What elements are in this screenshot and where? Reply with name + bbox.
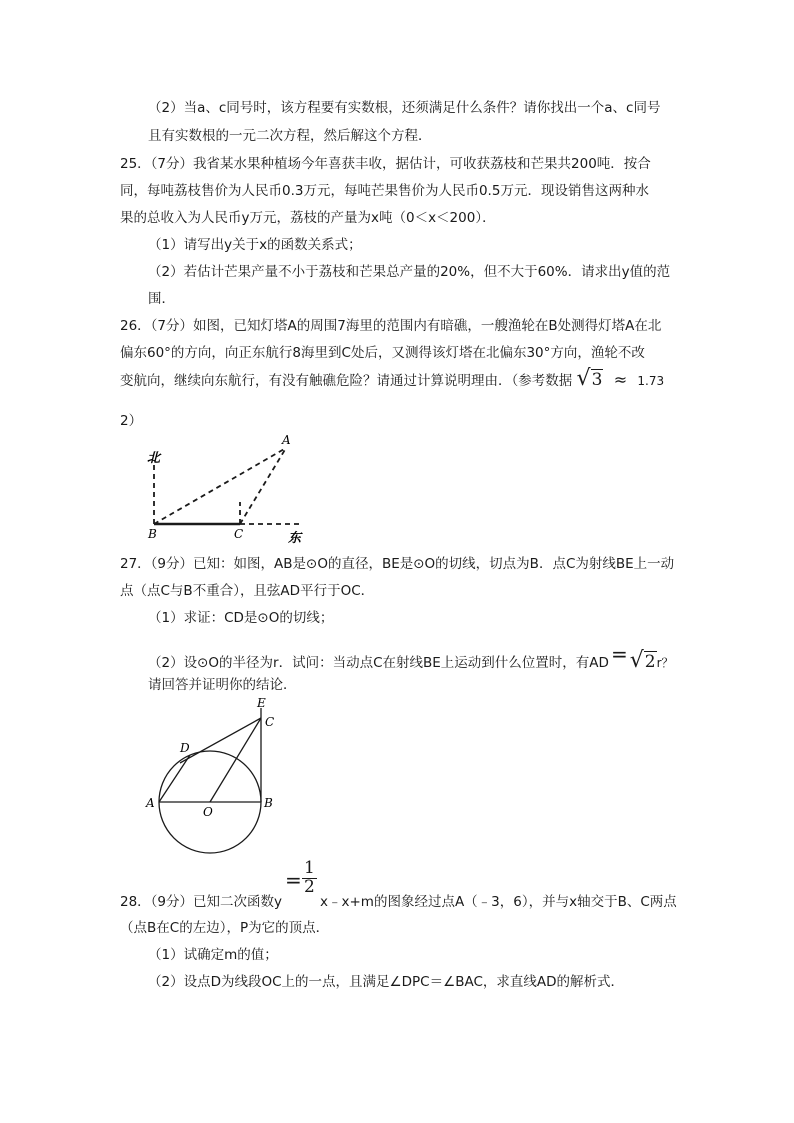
label-A: A <box>146 796 155 810</box>
label-C: C <box>234 527 244 541</box>
segment-OC <box>210 718 261 802</box>
label-north: 北 <box>147 451 161 466</box>
fraction-numerator: 1 <box>304 858 315 878</box>
label-O: O <box>203 805 213 819</box>
q28-line1-text-a: 28．（9分）已知二次函数y <box>120 894 283 910</box>
q27-line1: 27．（9分）已知：如图，AB是⊙O的直径，BE是⊙O的切线，切点为B．点C为射线BE上一动 <box>120 556 675 572</box>
q28-part2: （2）设点D为线段OC上的一点，且满足∠DPC＝∠BAC，求直线AD的解析式． <box>148 974 625 990</box>
sight-line-CA <box>240 448 286 524</box>
q28-part1: （1）试确定m的值； <box>148 947 278 963</box>
q24-part2-line2: 且有实数根的一元二次方程，然后解这个方程． <box>148 128 432 144</box>
q26-line1: 26．（7分）如图，已知灯塔A的周围7海里的范围内有暗礁，一艘渔轮在B处测得灯塔A在北 <box>120 318 662 334</box>
fraction-one-half <box>302 860 317 897</box>
label-B: B <box>148 527 157 541</box>
q26-figure <box>136 430 316 545</box>
q27-part2-line2: 请回答并证明你的结论． <box>148 677 297 693</box>
q25-line1: 25．（7分）我省某水果种植场今年喜获丰收，据估计，可收获荔枝和芒果共200吨．按合 <box>120 156 651 172</box>
q27-part2-end: r？ <box>656 656 674 670</box>
q25-part2-line2: 围． <box>148 291 175 307</box>
label-B: B <box>264 796 273 810</box>
chord-AD <box>159 755 190 802</box>
q25-line2: 同，每吨荔枝售价为人民币0.3万元，每吨芒果售价为人民币0.5万元．现设销售这两种水 <box>120 183 649 199</box>
approx-sign: ≈ <box>613 370 628 389</box>
q26-line2: 偏东60°的方向，向正东航行8海里到C处后，又测得该灯塔在北偏东30°方向，渔轮不改 <box>120 345 645 361</box>
q24-part2-line1: （2）当a、c同号时，该方程要有实数根，还须满足什么条件？请你找出一个a、c同号 <box>148 100 661 116</box>
sqrt3-radicand: 3 <box>591 370 603 390</box>
q26-approx-value-b: 2） <box>120 413 143 429</box>
sqrt3-expression <box>576 366 604 391</box>
equals-sign: = <box>610 642 628 666</box>
radical-sign: √ <box>576 366 591 391</box>
q26-line3 <box>120 366 664 391</box>
q25-part1: （1）请写出y关于x的函数关系式； <box>148 237 362 253</box>
radical-sign: √ <box>629 648 644 673</box>
q25-line3: 果的总收入为人民币y万元，荔枝的产量为x吨（0＜x＜200）． <box>120 210 496 226</box>
equals-sign: = <box>285 868 302 892</box>
label-east: 东 <box>288 531 302 545</box>
sight-line-BA <box>154 448 286 524</box>
q28-line2: （点B在C的左边），P为它的顶点． <box>120 920 330 936</box>
sqrt2-expression <box>629 648 657 673</box>
q27-part2-text: （2）设⊙O的半径为r．试问：当动点C在射线BE上运动到什么位置时，有AD <box>148 655 609 671</box>
q27-part1: （1）求证：CD是⊙O的切线； <box>148 610 334 626</box>
label-E: E <box>257 696 266 710</box>
q25-part2-line1: （2）若估计芒果产量不小于荔枝和芒果总产量的20%，但不大于60%．请求出y值的范 <box>148 264 671 280</box>
approx-value-a: 1.73 <box>637 374 665 388</box>
sqrt2-radicand: 2 <box>644 652 656 672</box>
q26-line3-text: 变航向，继续向东航行，有没有触礁危险？请通过计算说明理由．（参考数据 <box>120 373 573 389</box>
q27-figure <box>140 694 290 854</box>
q28-line1-text-b: x﹣x+m的图象经过点A（﹣3，6），并与x轴交于B、C两点 <box>320 894 677 910</box>
tangent-CD <box>180 718 261 763</box>
label-C: C <box>265 715 275 729</box>
label-A: A <box>282 433 291 447</box>
label-D: D <box>180 741 190 755</box>
q27-part2-line1 <box>148 642 674 673</box>
fraction-denominator: 2 <box>304 876 315 897</box>
q27-line2: 点（点C与B不重合），且弦AD平行于OC． <box>120 583 375 599</box>
